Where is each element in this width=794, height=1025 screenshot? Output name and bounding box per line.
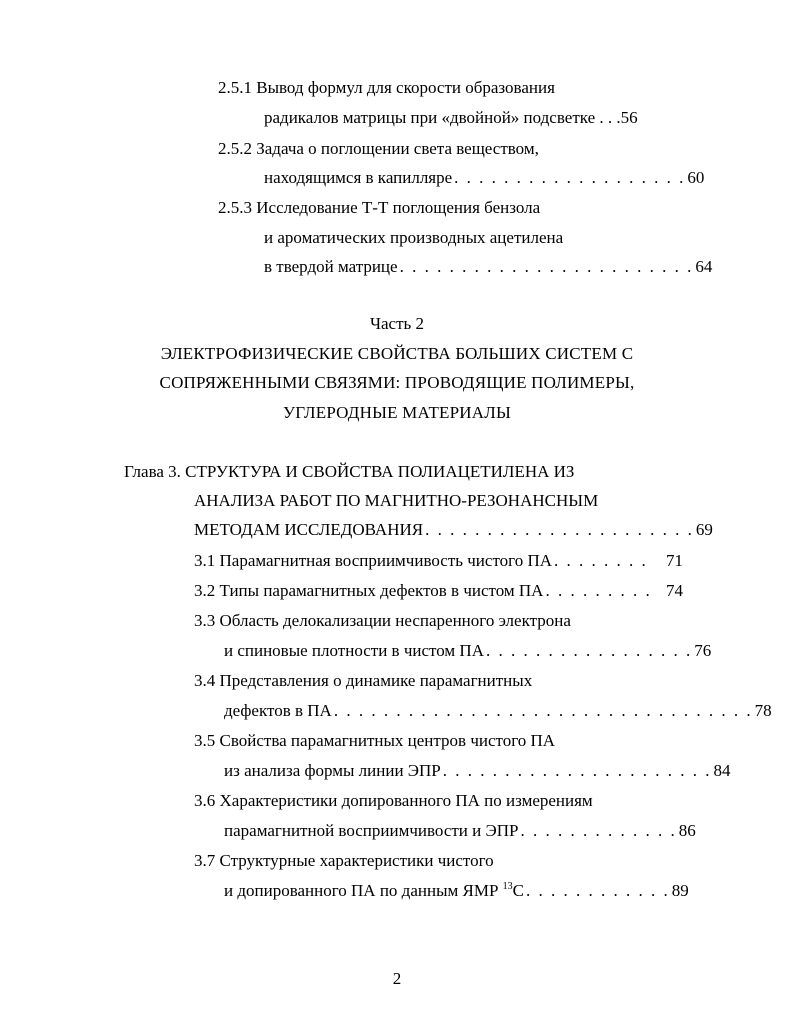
toc-entry-text: дефектов в ПА: [224, 701, 332, 720]
toc-entry-2-5-2-line1: 2.5.2 Задача о поглощении света веществом,: [218, 139, 539, 158]
toc-entry-3-1: [194, 551, 683, 571]
toc-entry-text: из анализа формы линии ЭПР: [224, 761, 441, 780]
toc-page-number: 89: [671, 881, 689, 900]
toc-page-number: 76: [694, 641, 712, 660]
page-number: 2: [392, 969, 402, 988]
toc-entry-text: и спиновые плотности в чистом ПА: [224, 641, 484, 660]
toc-page-number: 69: [695, 520, 713, 539]
toc-entry-text: МЕТОДАМ ИССЛЕДОВАНИЯ: [194, 520, 424, 539]
toc-dots: . . .: [595, 108, 621, 127]
toc-entry-text-pre: и допированного ПА по данным ЯМР: [224, 881, 503, 900]
toc-entry-2-5-1-line2: [264, 108, 676, 128]
part-label: Часть 2: [369, 314, 425, 333]
toc-page-number: 60: [687, 168, 705, 187]
toc-entry-3-5-line1: 3.5 Свойства парамагнитных центров чистого ПА: [194, 731, 556, 750]
toc-dots: . . . . . . . . . . . . . . . . . . .: [454, 168, 686, 187]
toc-entry-2-5-2-line2: [264, 168, 705, 188]
chapter-3-title-line3: [194, 520, 713, 540]
toc-page-number: 56: [620, 108, 638, 127]
toc-entry-3-3-line2: [224, 641, 712, 661]
toc-entry-3-6-line2: [224, 821, 696, 841]
toc-dots: . . . . . . . . . . . . . . . . . . . . . . . .: [399, 257, 694, 276]
toc-page-number: 64: [695, 257, 713, 276]
part-title-line3: УГЛЕРОДНЫЕ МАТЕРИАЛЫ: [283, 403, 511, 422]
toc-dots: . . . . . . . . . . . . . . . . . . . . . .: [442, 761, 712, 780]
toc-entry-text: парамагнитной восприимчивости и ЭПР: [224, 821, 519, 840]
toc-entry-3-2: [194, 581, 683, 601]
toc-entry-2-5-1-line1: 2.5.1 Вывод формул для скорости образования: [218, 78, 555, 97]
toc-entry-3-7-line2: [224, 881, 689, 901]
toc-entry-text: [224, 881, 524, 901]
toc-entry-text: 3.2 Типы парамагнитных дефектов в чистом ПА: [194, 581, 544, 600]
toc-entry-2-5-3-line2: и ароматических производных ацетилена: [264, 228, 564, 247]
isotope-superscript: 13: [502, 881, 513, 892]
toc-entry-text-post: С: [512, 881, 525, 900]
toc-entry-text: в твердой матрице: [264, 257, 398, 276]
chapter-3-title-line2: АНАЛИЗА РАБОТ ПО МАГНИТНО-РЕЗОНАНСНЫМ: [194, 491, 599, 510]
toc-entry-3-4-line1: 3.4 Представления о динамике парамагнитных: [194, 671, 533, 690]
toc-entry-3-4-line2: [224, 701, 772, 721]
toc-entry-2-5-3-line3: [264, 257, 713, 277]
toc-page-number: 74: [666, 581, 683, 600]
toc-dots: . . . . . . . . . . . . . . . . . . . . . .: [425, 520, 694, 539]
part-title-line2: СОПРЯЖЕННЫМИ СВЯЗЯМИ: ПРОВОДЯЩИЕ ПОЛИМЕРЫ,: [159, 373, 635, 392]
toc-page-number: 84: [713, 761, 731, 780]
toc-entry-3-5-line2: [224, 761, 731, 781]
toc-entry-2-5-3-line1: 2.5.3 Исследование Т-Т поглощения бензола: [218, 198, 541, 217]
toc-dots: . . . . . . . . .: [545, 581, 652, 600]
toc-entry-text: находящимся в капилляре: [264, 168, 453, 187]
toc-entry-text: 3.1 Парамагнитная восприимчивость чистого ПА: [194, 551, 553, 570]
toc-dots: . . . . . . . . . . . .: [526, 881, 670, 900]
toc-page-number: 71: [666, 551, 683, 570]
part-title-line1: ЭЛЕКТРОФИЗИЧЕСКИЕ СВОЙСТВА БОЛЬШИХ СИСТЕМ С: [160, 344, 634, 363]
toc-page-number: 78: [754, 701, 772, 720]
toc-page-number: 86: [678, 821, 696, 840]
toc-entry-3-7-line1: 3.7 Структурные характеристики чистого: [194, 851, 494, 870]
toc-dots: . . . . . . . . . . . . . . . . .: [485, 641, 693, 660]
toc-entry-3-3-line1: 3.3 Область делокализации неспаренного электрона: [194, 611, 571, 630]
toc-entry-3-6-line1: 3.6 Характеристики допированного ПА по измерениям: [194, 791, 593, 810]
toc-dots: . . . . . . . . . . . . .: [520, 821, 677, 840]
toc-dots: . . . . . . . . . . . . . . . . . . . . . . . . . . . . . . . . . .: [333, 701, 753, 720]
toc-dots: . . . . . . . .: [554, 551, 648, 570]
toc-entry-text: радикалов матрицы при «двойной» подсветке: [264, 108, 596, 127]
chapter-3-title-line1: Глава 3. СТРУКТУРА И СВОЙСТВА ПОЛИАЦЕТИЛЕНА ИЗ: [124, 462, 575, 481]
